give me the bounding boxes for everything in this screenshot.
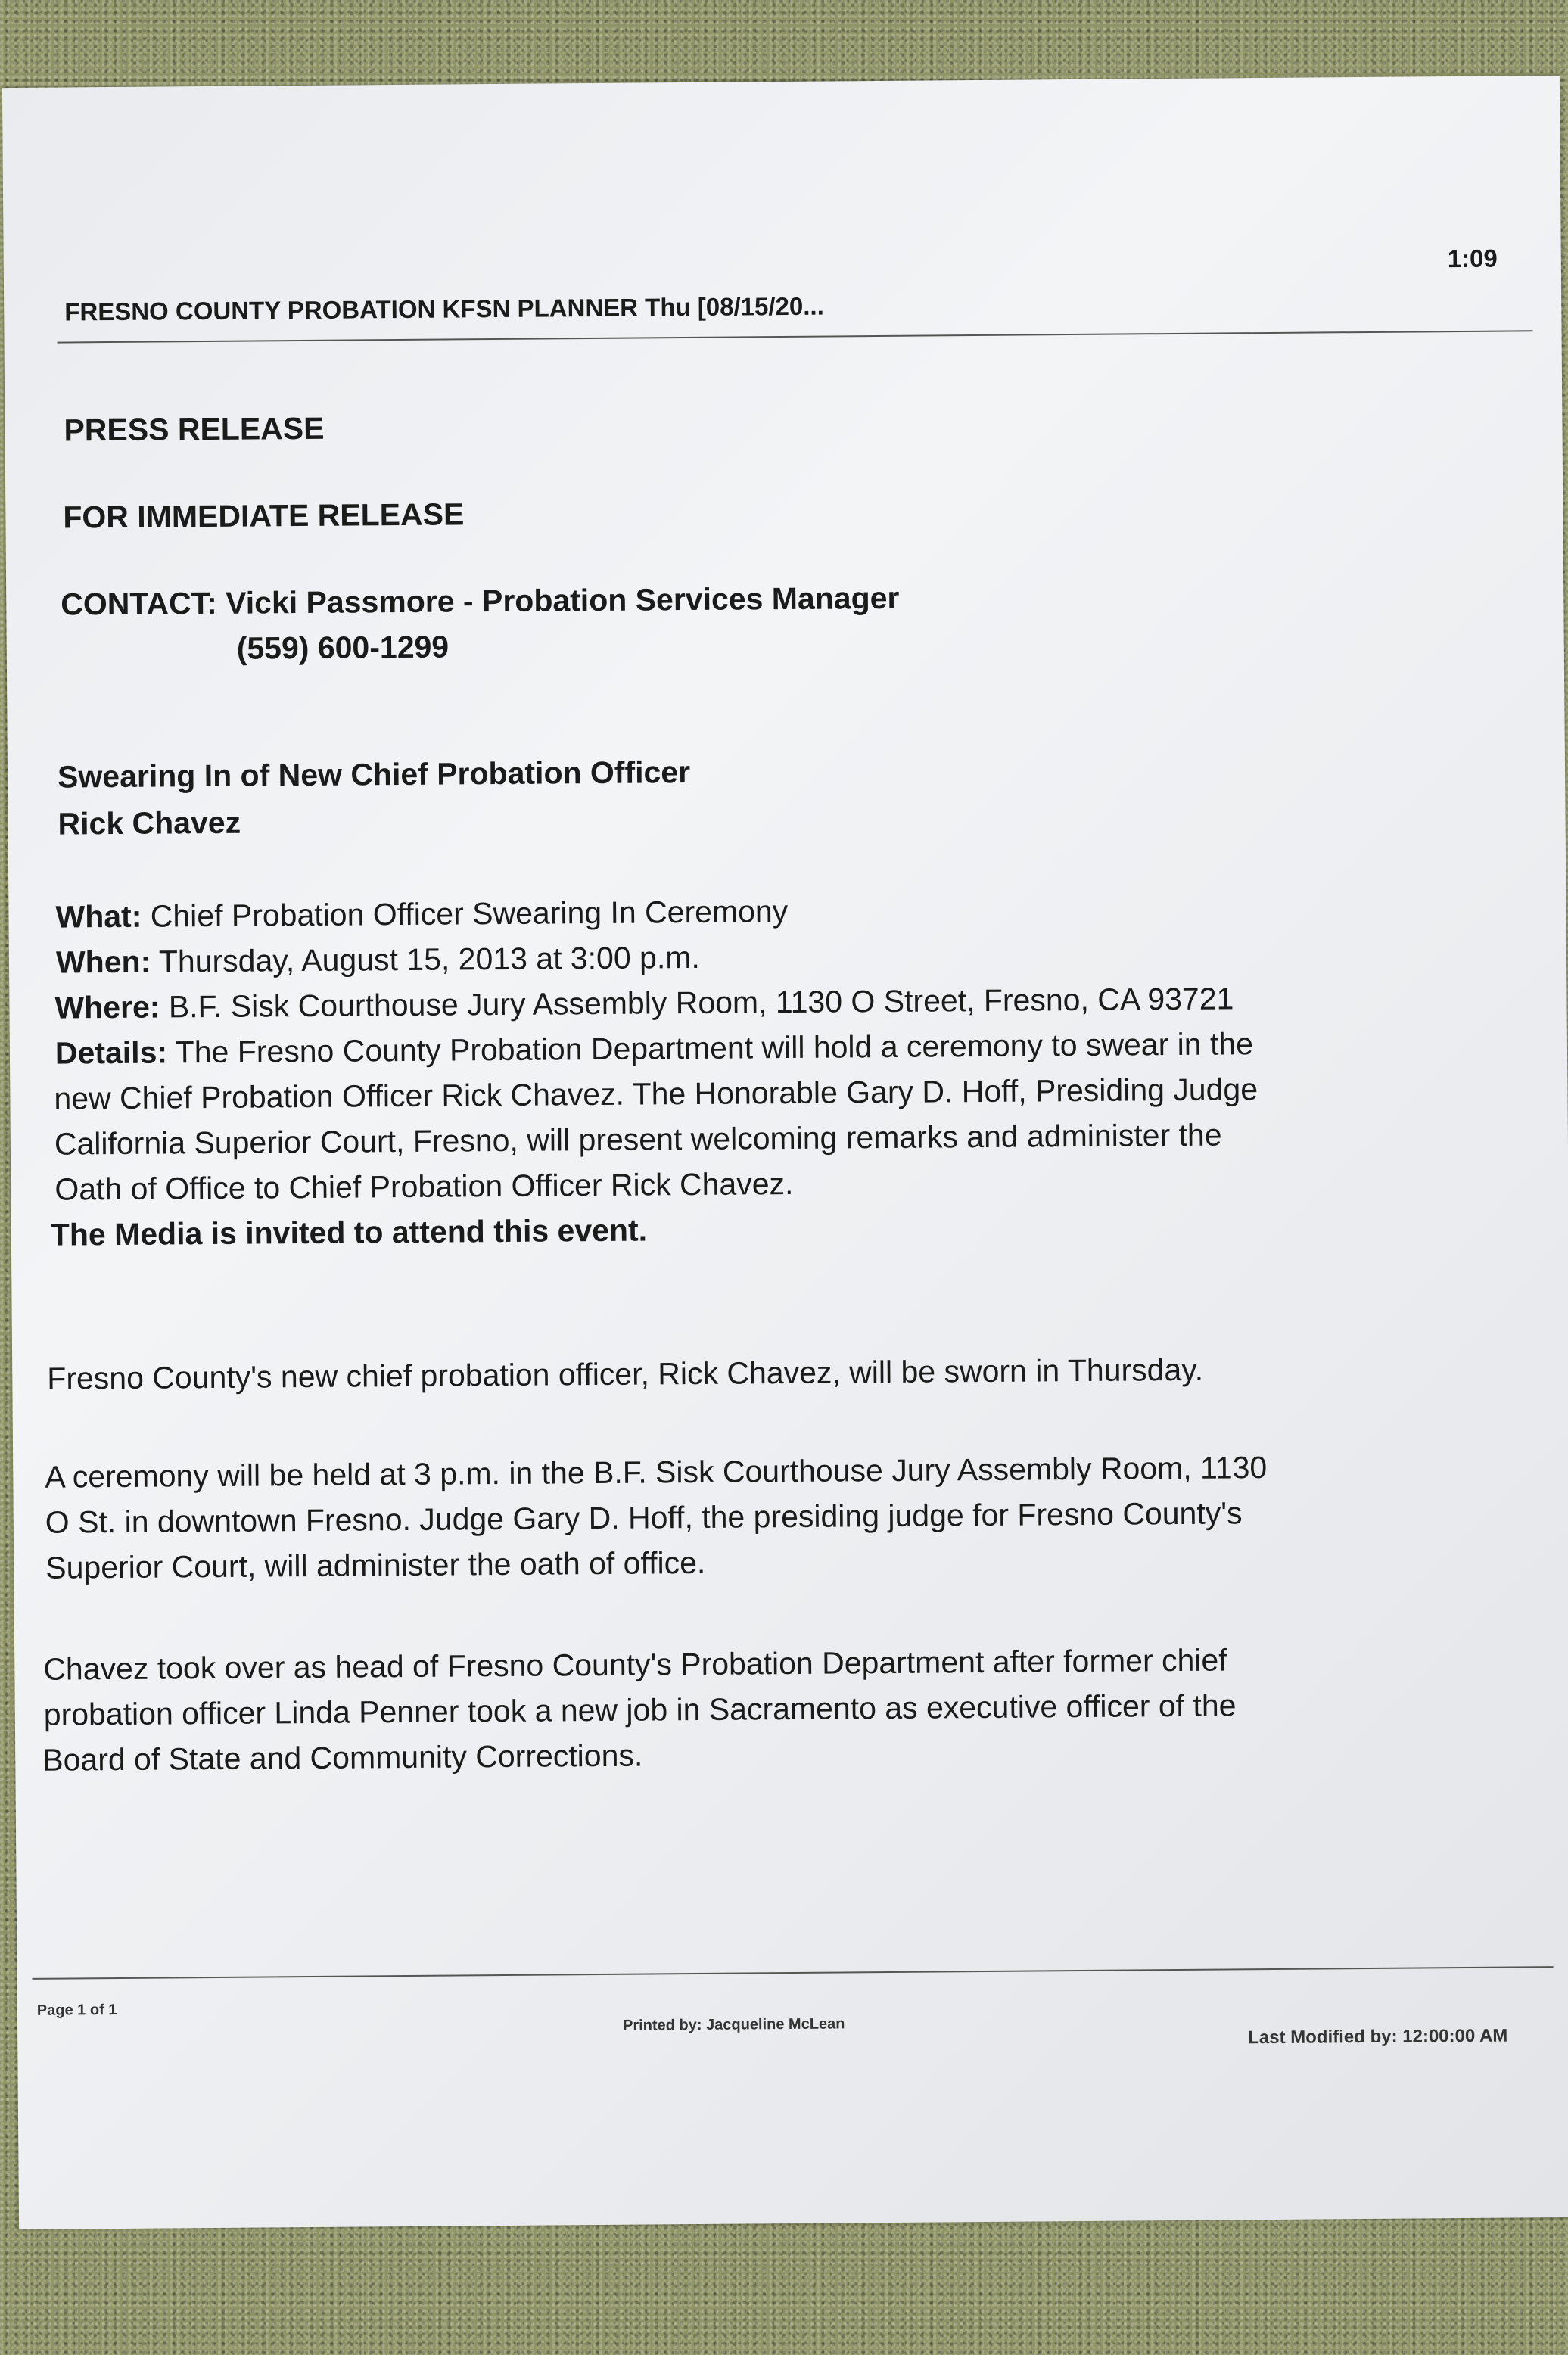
page-number: Page 1 of 1 [36, 2002, 117, 2019]
what-label: What: [55, 898, 142, 935]
last-modified: Last Modified by: 12:00:00 AM [1248, 2025, 1508, 2049]
planner-header: FRESNO COUNTY PROBATION KFSN PLANNER Thu [08/15/20... [64, 291, 824, 326]
details-line-3: California Superior Court, Fresno, will present welcoming remarks and administer the [54, 1117, 1222, 1162]
details-label: Details: [54, 1034, 168, 1071]
when-value: Thursday, August 15, 2013 at 3:00 p.m. [158, 939, 700, 979]
immediate-release-label: FOR IMMEDIATE RELEASE [63, 496, 465, 535]
story-paragraph-3-line-2: probation officer Linda Penner took a new job in Sacramento as executive officer of the [43, 1688, 1237, 1732]
details-text-1: The Fresno County Probation Department will hold a ceremony to swear in the [175, 1026, 1254, 1070]
story-paragraph-1: Fresno County's new chief probation officer, Rick Chavez, will be sworn in Thursday. [47, 1352, 1204, 1396]
when-label: When: [55, 944, 151, 980]
header-rule [58, 330, 1533, 343]
what-line [55, 888, 788, 940]
contact-phone: (559) 600-1299 [236, 629, 450, 666]
what-value: Chief Probation Officer Swearing In Ceremony [150, 894, 789, 934]
media-invite: The Media is invited to attend this event. [50, 1212, 648, 1252]
story-paragraph-3-line-1: Chavez took over as head of Fresno County's Probation Department after former chief [43, 1642, 1227, 1687]
story-paragraph-3-line-3: Board of State and Community Corrections. [42, 1737, 643, 1778]
press-release-page [2, 76, 1568, 2229]
release-subtitle: Rick Chavez [58, 804, 241, 842]
when-line [56, 935, 700, 985]
story-paragraph-2-line-2: O St. in downtown Fresno. Judge Gary D. Hoff, the presiding judge for Fresno County's [45, 1495, 1243, 1540]
footer-rule [33, 1966, 1554, 1980]
printed-by: Printed by: Jacqueline McLean [622, 2015, 845, 2034]
details-line-2: new Chief Probation Officer Rick Chavez. The Honorable Gary D. Hoff, Presiding Judge [54, 1072, 1258, 1116]
where-label: Where: [54, 989, 160, 1025]
where-value: B.F. Sisk Courthouse Jury Assembly Room, 1130 O Street, Fresno, CA 93721 [168, 981, 1234, 1025]
story-paragraph-2-line-1: A ceremony will be held at 3 p.m. in the B.F. Sisk Courthouse Jury Assembly Room, 1130 [45, 1450, 1268, 1495]
story-paragraph-2-line-3: Superior Court, will administer the oath of office. [45, 1545, 706, 1585]
contact-name: Vicki Passmore - Probation Services Manager [225, 580, 900, 621]
press-release-label: PRESS RELEASE [64, 410, 325, 448]
release-title: Swearing In of New Chief Probation Officer [57, 754, 691, 795]
header-time: 1:09 [1447, 244, 1498, 273]
contact-label: CONTACT: [61, 585, 217, 622]
details-line-4: Oath of Office to Chief Probation Officer Rick Chavez. [54, 1165, 794, 1207]
contact-line [61, 580, 899, 623]
